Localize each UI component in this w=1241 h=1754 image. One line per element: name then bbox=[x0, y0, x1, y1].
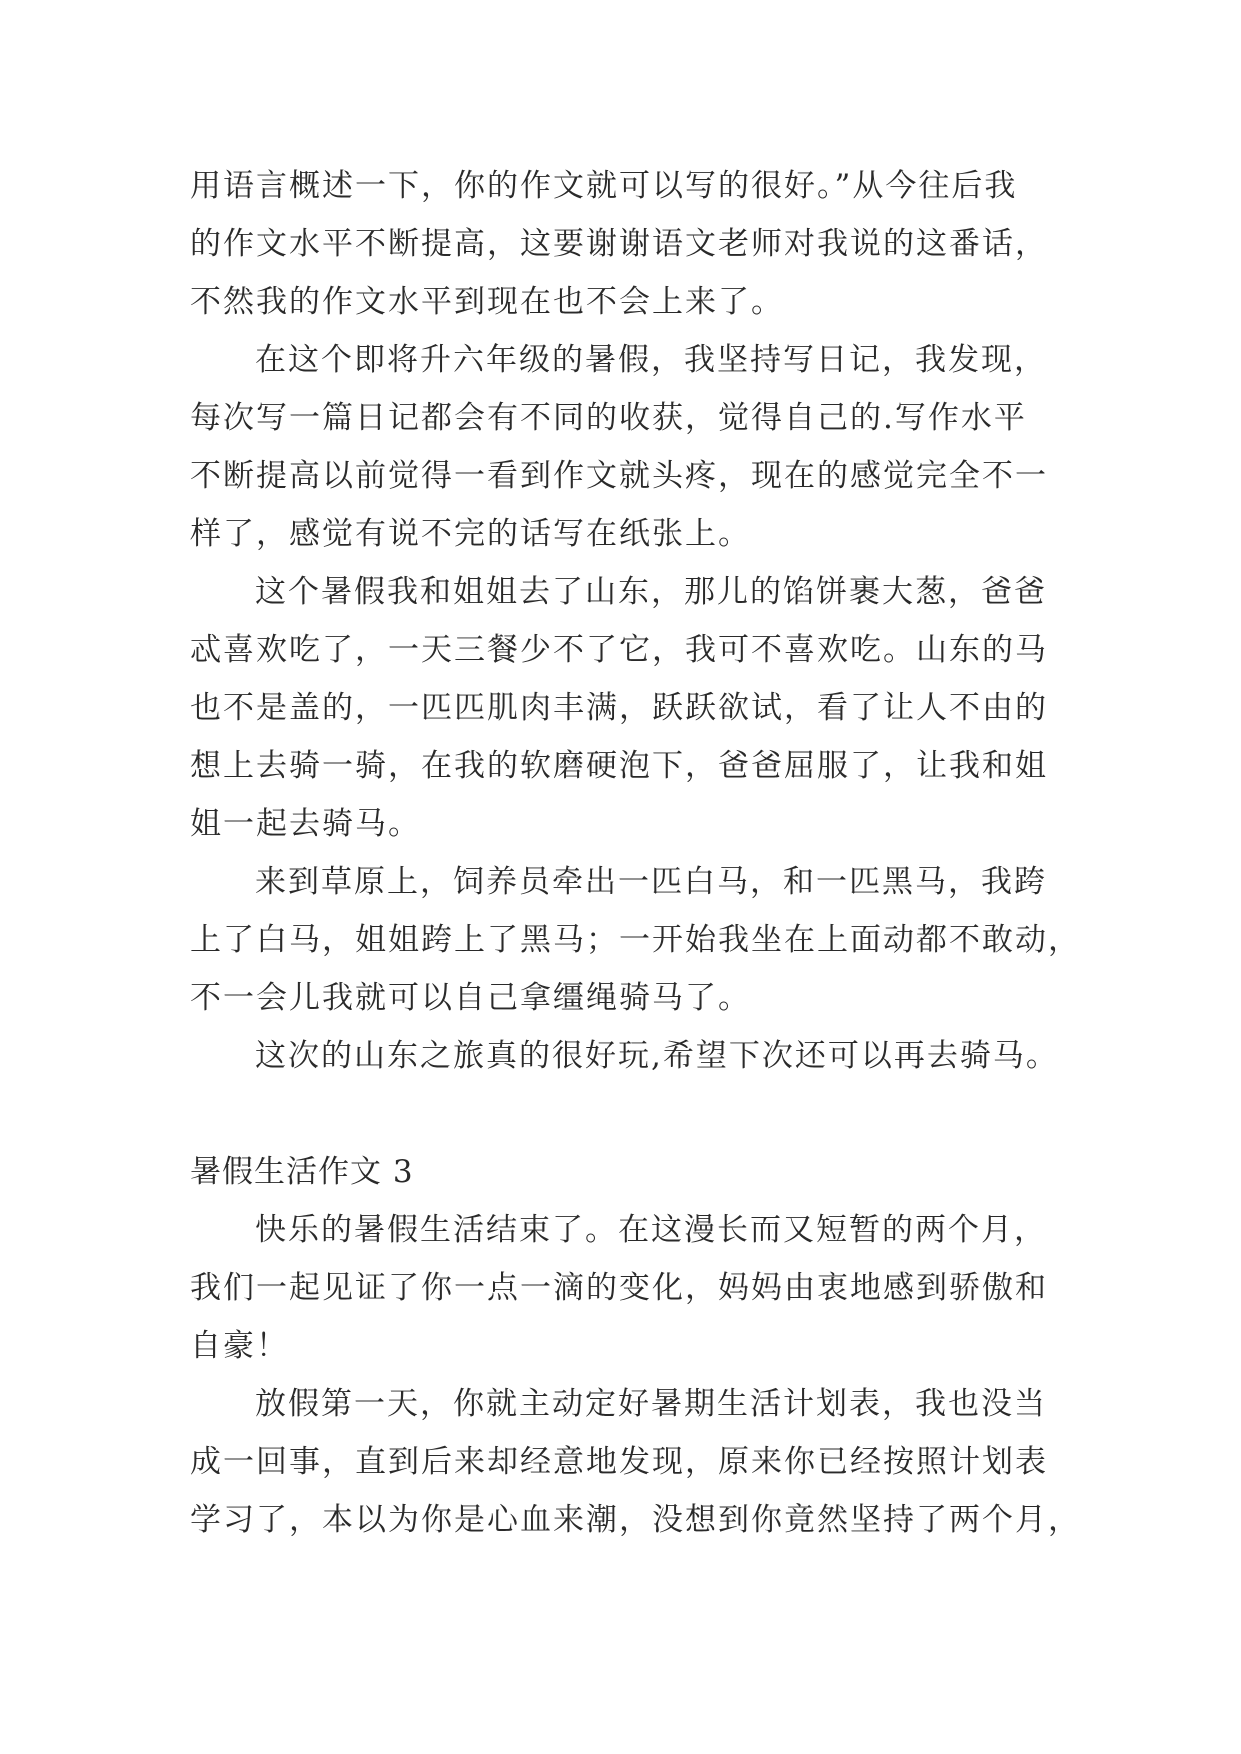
text-line: 自豪！ bbox=[190, 1328, 289, 1364]
text-line: 用语言概述一下，你的作文就可以写的很好。”从今往后我 bbox=[190, 168, 1018, 204]
text-line: 姐一起去骑马。 bbox=[190, 806, 421, 842]
text-line: 成一回事，直到后来却经意地发现，原来你已经按照计划表 bbox=[190, 1444, 1048, 1480]
text-line: 快乐的暑假生活结束了。在这漫长而又短暂的两个月， bbox=[255, 1212, 1047, 1248]
text-line: 放假第一天，你就主动定好暑期生活计划表，我也没当 bbox=[255, 1386, 1047, 1422]
text-line: 这次的山东之旅真的很好玩,希望下次还可以再去骑马。 bbox=[255, 1038, 1059, 1074]
text-line: 不断提高以前觉得一看到作文就头疼，现在的感觉完全不一 bbox=[190, 458, 1048, 494]
text-line: 每次写一篇日记都会有不同的收获，觉得自己的.写作水平 bbox=[190, 400, 1027, 436]
text-line: 的作文水平不断提高，这要谢谢语文老师对我说的这番话， bbox=[190, 226, 1048, 262]
text-line: 不然我的作文水平到现在也不会上来了。 bbox=[190, 284, 784, 320]
text-line: 我们一起见证了你一点一滴的变化，妈妈由衷地感到骄傲和 bbox=[190, 1270, 1048, 1306]
text-line: 想上去骑一骑，在我的软磨硬泡下，爸爸屈服了，让我和姐 bbox=[190, 748, 1048, 784]
text-line: 在这个即将升六年级的暑假，我坚持写日记，我发现， bbox=[255, 342, 1047, 378]
text-line: 样了，感觉有说不完的话写在纸张上。 bbox=[190, 516, 751, 552]
text-line: 不一会儿我就可以自己拿缰绳骑马了。 bbox=[190, 980, 751, 1016]
text-line: 这个暑假我和姐姐去了山东，那儿的馅饼裹大葱，爸爸 bbox=[255, 574, 1047, 610]
text-line: 上了白马，姐姐跨上了黑马；一开始我坐在上面动都不敢动， bbox=[190, 922, 1081, 958]
text-line: 学习了，本以为你是心血来潮，没想到你竟然坚持了两个月， bbox=[190, 1502, 1081, 1538]
text-line: 忒喜欢吃了，一天三餐少不了它，我可不喜欢吃。山东的马 bbox=[190, 632, 1048, 668]
section-heading: 暑假生活作文 3 bbox=[190, 1154, 414, 1190]
text-line: 来到草原上，饲养员牵出一匹白马，和一匹黑马，我跨 bbox=[255, 864, 1047, 900]
text-line: 也不是盖的，一匹匹肌肉丰满，跃跃欲试，看了让人不由的 bbox=[190, 690, 1048, 726]
